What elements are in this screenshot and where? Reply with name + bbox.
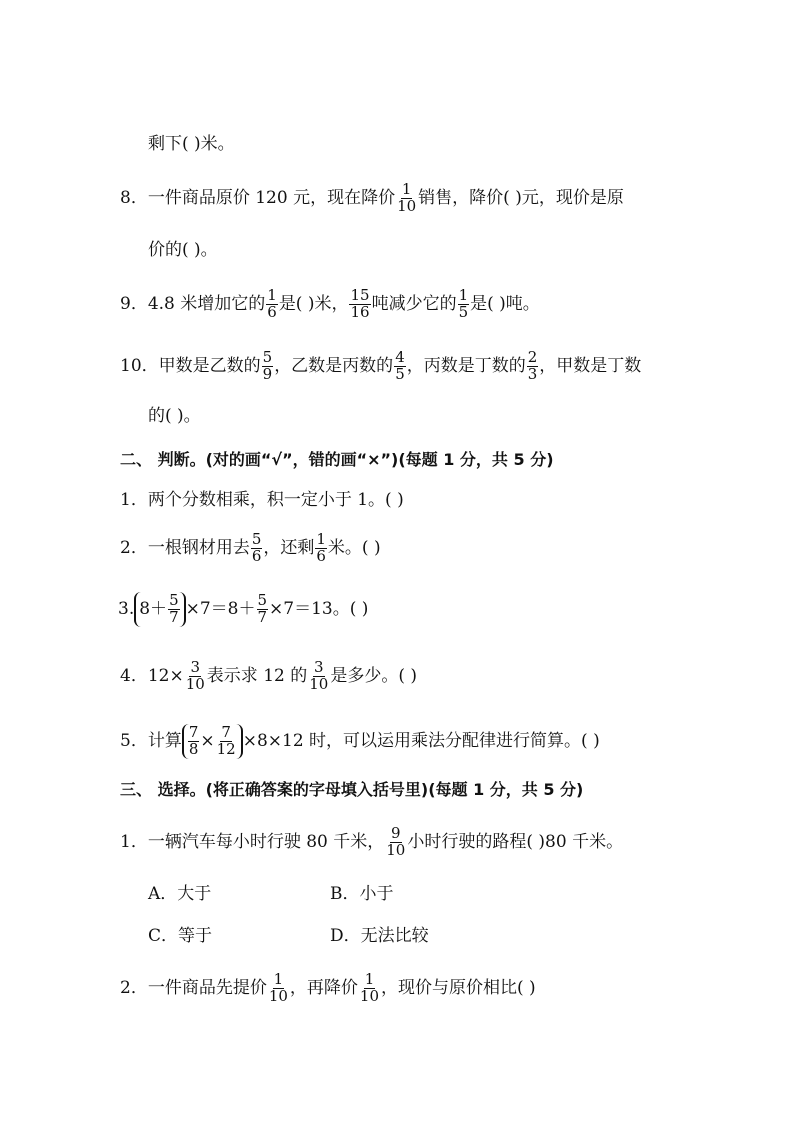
q9-frac3-num: 1 xyxy=(458,286,469,304)
q8-frac-num: 1 xyxy=(401,180,412,198)
j5-text-1: 5．计算 xyxy=(120,730,182,751)
section-3-heading: 三、 选择。(将正确答案的字母填入括号里)(每题 1 分，共 5 分) xyxy=(120,780,584,799)
j2-text-3: 米。( ) xyxy=(327,537,381,558)
question-9 xyxy=(120,288,540,321)
q9-frac1-num: 1 xyxy=(267,286,277,304)
c2-text-3: ，现价与原价相比( ) xyxy=(381,977,536,998)
q9-text-3: 吨减少它的 xyxy=(371,293,457,314)
j3-frac2-den: 7 xyxy=(257,607,268,626)
j4-fraction-2 xyxy=(308,660,329,693)
section-2-heading: 二、 判断。(对的画“√”，错的画“×”)(每题 1 分，共 5 分) xyxy=(120,450,554,469)
q10-text-1: 10．甲数是乙数的 xyxy=(120,355,261,376)
q8-text-2: 销售，降价( )元，现价是原 xyxy=(418,187,624,208)
j2-fraction-2 xyxy=(315,532,327,565)
q9-text-4: 是( )吨。 xyxy=(470,293,540,314)
q10-fraction-2 xyxy=(394,350,406,383)
q10-frac2-num: 4 xyxy=(395,348,405,366)
question-8 xyxy=(120,182,624,215)
c1-text-1: 1．一辆汽车每小时行驶 80 千米， xyxy=(120,831,385,852)
j5-times: × xyxy=(200,730,215,751)
j3-fraction-1 xyxy=(168,593,180,626)
j5-frac1-num: 7 xyxy=(188,723,199,741)
choice-1-option-c: C．等于 xyxy=(148,926,213,946)
c1-fraction xyxy=(385,826,406,859)
q10-fraction-3 xyxy=(527,350,539,383)
q9-fraction-3 xyxy=(458,288,470,321)
q8-fraction xyxy=(396,182,417,215)
j3-frac2-num: 5 xyxy=(257,591,268,609)
j3-text-2: ×7＝13。( ) xyxy=(269,598,369,619)
q10-fraction-1 xyxy=(262,350,274,383)
q9-text-2: 是( )米， xyxy=(278,293,349,314)
q9-frac3-den: 5 xyxy=(458,302,469,321)
c2-fraction-2 xyxy=(359,972,380,1005)
c2-frac2-num: 1 xyxy=(364,970,375,988)
c2-frac2-den: 10 xyxy=(359,986,380,1005)
j5-text-2: ×8×12 时，可以运用乘法分配律进行简算。( ) xyxy=(242,730,600,751)
j2-frac1-num: 5 xyxy=(251,530,262,548)
j4-text-3: 是多少。( ) xyxy=(330,665,418,686)
j5-bracket xyxy=(182,724,243,759)
q7-continuation: 剩下( )米。 xyxy=(148,134,235,154)
j2-frac2-den: 6 xyxy=(316,546,326,565)
q8-text-1: 8．一件商品原价 120 元，现在降价 xyxy=(120,187,396,208)
q9-frac2-den: 16 xyxy=(350,302,370,321)
j4-frac2-num: 3 xyxy=(314,658,324,676)
q9-text-1: 9．4.8 米增加它的 xyxy=(120,293,266,314)
judge-2 xyxy=(120,532,381,565)
judge-4 xyxy=(120,660,417,693)
c1-frac-den: 10 xyxy=(386,840,406,859)
j3-text-1: ×7＝8＋ xyxy=(185,598,256,619)
j3-fraction-2 xyxy=(257,593,269,626)
question-10 xyxy=(120,350,641,383)
j5-frac1-den: 8 xyxy=(188,739,199,758)
choice-1 xyxy=(120,826,623,859)
judge-1: 1．两个分数相乘，积一定小于 1。( ) xyxy=(120,490,404,510)
choice-1-option-b: B．小于 xyxy=(330,884,394,904)
judge-3 xyxy=(118,592,368,627)
j3-number: 3. xyxy=(118,598,135,619)
choice-2 xyxy=(120,972,536,1005)
j2-text-2: ，还剩 xyxy=(263,537,315,558)
q10-continuation: 的( )。 xyxy=(148,406,201,426)
j2-frac1-den: 6 xyxy=(251,546,262,565)
j3-bracket xyxy=(134,592,185,627)
judge-5 xyxy=(120,724,600,759)
c2-fraction-1 xyxy=(268,972,289,1005)
choice-1-option-d: D．无法比较 xyxy=(330,926,429,946)
q8-frac-den: 10 xyxy=(397,196,417,215)
c1-frac-num: 9 xyxy=(391,824,401,842)
q9-frac1-den: 6 xyxy=(267,302,277,321)
q10-text-4: ，甲数是丁数 xyxy=(539,355,642,376)
q9-frac2-num: 15 xyxy=(350,286,370,304)
c2-text-2: ，再降价 xyxy=(289,977,358,998)
q9-fraction-1 xyxy=(266,288,278,321)
j3-bracket-text: 8＋ xyxy=(139,598,168,619)
j5-fraction-1 xyxy=(188,725,200,758)
j5-frac2-den: 12 xyxy=(216,739,236,758)
j2-text-1: 2．一根钢材用去 xyxy=(120,537,250,558)
q8-continuation: 价的( )。 xyxy=(148,240,218,260)
j4-text-2: 表示求 12 的 xyxy=(206,665,308,686)
j4-text-1: 4．12× xyxy=(120,665,184,686)
q9-fraction-2 xyxy=(349,288,370,321)
j5-frac2-num: 7 xyxy=(221,723,231,741)
c1-text-2: 小时行驶的路程( )80 千米。 xyxy=(407,831,624,852)
j2-frac2-num: 1 xyxy=(316,530,326,548)
j5-fraction-2 xyxy=(216,725,237,758)
q10-frac2-den: 5 xyxy=(395,364,405,383)
j2-fraction-1 xyxy=(251,532,263,565)
q10-text-3: ，丙数是丁数的 xyxy=(406,355,526,376)
j4-frac1-num: 3 xyxy=(190,658,201,676)
q10-text-2: ，乙数是丙数的 xyxy=(274,355,394,376)
q10-frac1-den: 9 xyxy=(262,364,273,383)
j3-frac1-den: 7 xyxy=(169,607,179,626)
q10-frac3-num: 2 xyxy=(527,348,538,366)
j4-frac2-den: 10 xyxy=(309,674,329,693)
c2-frac1-num: 1 xyxy=(273,970,284,988)
j3-frac1-num: 5 xyxy=(169,591,179,609)
q10-frac1-num: 5 xyxy=(262,348,273,366)
j4-fraction-1 xyxy=(185,660,206,693)
c2-frac1-den: 10 xyxy=(268,986,288,1005)
choice-1-option-a: A．大于 xyxy=(148,884,212,904)
c2-text-1: 2．一件商品先提价 xyxy=(120,977,267,998)
j4-frac1-den: 10 xyxy=(185,674,205,693)
q10-frac3-den: 3 xyxy=(527,364,538,383)
